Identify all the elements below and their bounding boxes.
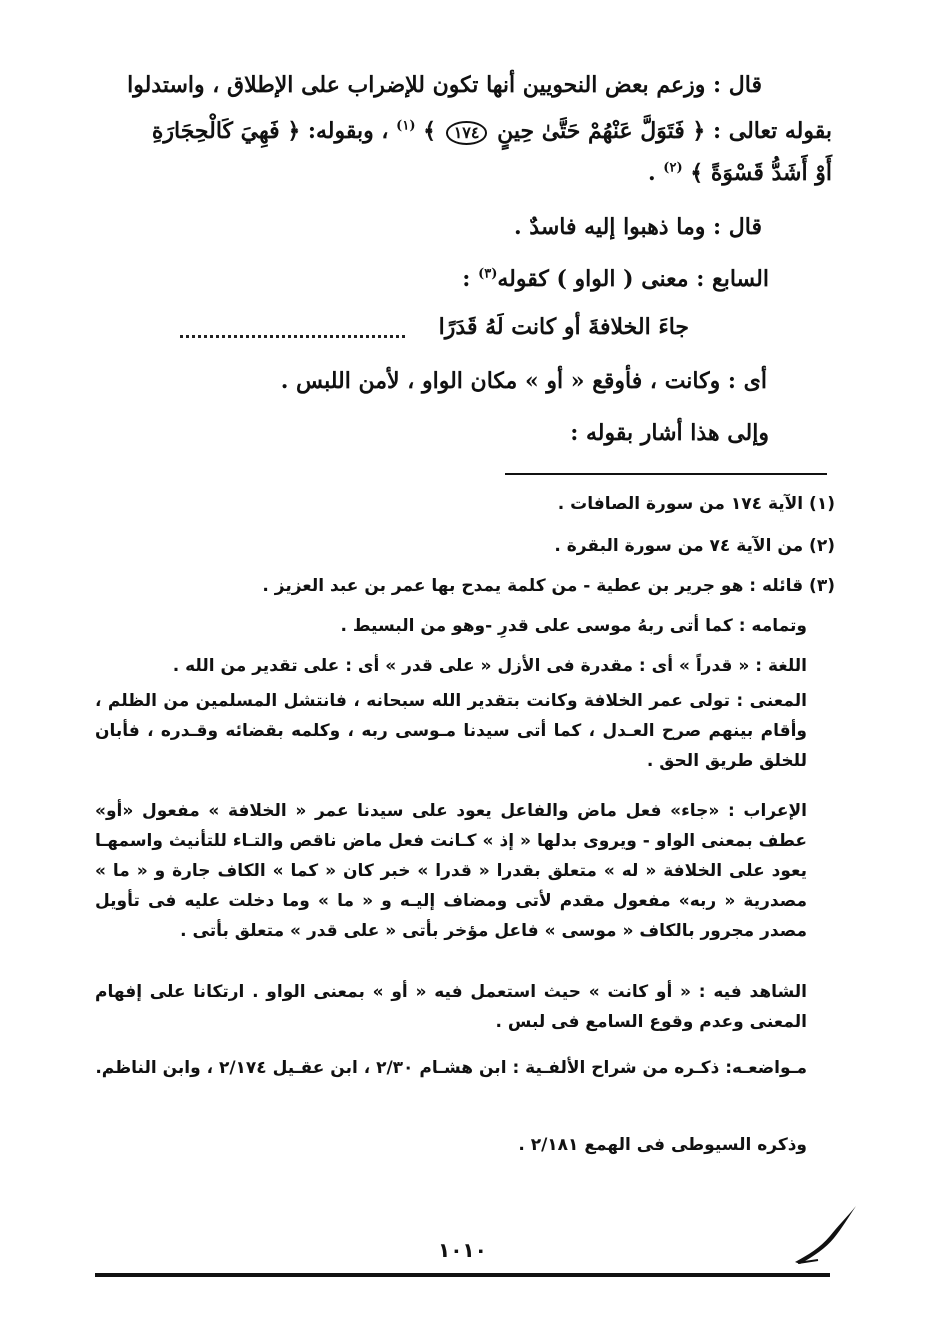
- main-line-3-end: .: [647, 160, 656, 186]
- main-paragraph-5-text: وإلى هذا أشار بقوله :: [570, 420, 769, 446]
- main-paragraph-4-text: أى : وكانت ، فأوقع « أو » مكان الواو ، لأمن اللبس .: [280, 368, 767, 394]
- main-paragraph-4: [281, 368, 767, 394]
- ayah-number-badge: ١٧٤: [446, 121, 488, 145]
- main-paragraph-2-text: قال : وما ذهبوا إليه فاسدٌ .: [513, 214, 762, 240]
- footnote-1-text: (١) الآية ١٧٤ من سورة الصافات .: [557, 494, 835, 514]
- footnote-suyuti: [95, 1130, 807, 1160]
- footnote-mawadiuh: [95, 1053, 807, 1083]
- page-number: ١٠١٠: [438, 1238, 487, 1262]
- verse-text: جاءَ الخلافةَ أو كانت لَهُ قَدَرًا: [438, 314, 689, 340]
- main-line-2-quote-a: بقوله تعالى : ﴿ فَتَوَلَّ عَنْهُمْ حَتَّىٰ حِينٍ: [497, 118, 832, 144]
- footnote-ref-3: (٣): [478, 266, 498, 282]
- main-paragraph-5: [570, 420, 769, 446]
- main-line-3: [648, 160, 832, 186]
- footnote-irab-text: الإعراب : «جاء» فعل ماض والفاعل يعود على سيدنا عمر « الخلافة » مفعول «أو» عطف بمعنى الواو - ويروى بدلها « إذ » كـانت فعل ماض ناقص والتـاء للتأنيث واسمهـا يعود على الخلافة « له » متعلق بقدرا « قدرا » خبر كان « كما » الكاف جارة و « ما » مصدرية « ربه» مفعول مقدم لأتى ومضاف إليـه و « ما » وما دخلت عليه فى تأويل مصدر مجرور بالكاف « موسى » فاعل مؤخر بأتى « على قدر » متعلق بأتى .: [95, 801, 807, 941]
- footnote-lugha-text: اللغة : « قدراً » أى : مقدرة فى الأزل « على قدر » أى : على تقدير من الله .: [172, 656, 807, 676]
- footnote-suyuti-text: وذكره السيوطى فى الهمع ٢/١٨١ .: [518, 1135, 807, 1155]
- footnote-2-text: (٢) من الآية ٧٤ من سورة البقرة .: [554, 536, 835, 556]
- main-line-1-text: قال : وزعم بعض النحويين أنها تكون للإضراب على الإطلاق ، واستدلوا: [127, 72, 762, 98]
- footnote-maana: [95, 686, 807, 776]
- footnote-irab: [95, 796, 807, 946]
- main-line-2-quote-close: ﴾: [423, 118, 437, 144]
- footnote-2: [95, 531, 835, 561]
- main-paragraph-3-colon: :: [462, 266, 479, 292]
- main-line-3-quote: أَوْ أَشَدُّ قَسْوَةً ﴾: [690, 160, 832, 186]
- quill-pen-icon: [790, 1200, 860, 1270]
- footnote-mawadiuh-text: مـواضعـه: ذكـره من شراح الألفـية : ابن هشـام ٢/٣٠ ، ابن عقـيل ٢/١٧٤ ، وابن الناظم.: [95, 1058, 807, 1078]
- main-line-2: [152, 118, 832, 145]
- footnote-lugha: [95, 651, 807, 681]
- verse-ellipsis-dots: [180, 325, 405, 338]
- footnote-1: [95, 489, 835, 519]
- footnote-divider: [505, 473, 827, 475]
- main-line-2-quote-c: ، وبقوله: ﴿ فَهِيَ كَالْحِجَارَةِ: [151, 118, 389, 144]
- main-line-1: [127, 72, 762, 98]
- main-paragraph-3-text: السابع : معنى ( الواو ) كقوله: [497, 266, 769, 292]
- footnote-ref-1: (١): [396, 118, 416, 134]
- footnote-3-line-2: [95, 611, 807, 641]
- footnote-shahid-text: الشاهد فيه : « أو كانت » حيث استعمل فيه « أو » بمعنى الواو . ارتكانا على إفهام المعنى وعدم وقوع السامع فى لبس .: [95, 982, 807, 1032]
- footnote-ref-2: (٢): [663, 160, 683, 176]
- verse-line: [439, 314, 689, 340]
- footnote-maana-text: المعنى : تولى عمر الخلافة وكانت بتقدير الله سبحانه ، فانتشل المسلمين من الظلم ، وأقام بينهم صرح العـدل ، كما أتى سيدنا مـوسى ربه ، وكلمه بقضائه وقـدره ، فأبان للخلق طريق الحق .: [95, 691, 807, 771]
- footnote-3-line-1-text: (٣) قائله : هو جرير بن عطية - من كلمة يمدح بها عمر بن عبد العزيز .: [262, 576, 835, 596]
- main-paragraph-2: [514, 214, 762, 240]
- main-paragraph-3: [462, 266, 769, 292]
- footnote-3-line-2-text: وتمامه : كما أتى ربهُ موسى على قدرِ -وهو من البسيط .: [340, 616, 807, 636]
- footnote-shahid: [95, 977, 807, 1037]
- bottom-rule: [95, 1273, 830, 1277]
- footnote-3-line-1: [95, 571, 835, 601]
